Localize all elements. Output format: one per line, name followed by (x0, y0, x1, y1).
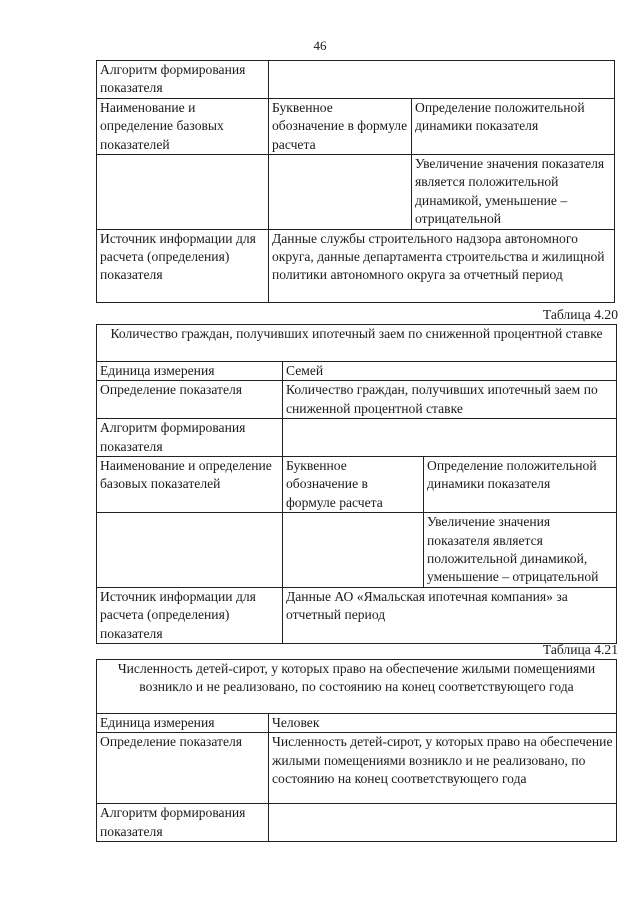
base-indicators-header: Наименование и определение базовых показателей (97, 98, 269, 154)
base-indicators-header: Наименование и определение базовых показателей (97, 457, 283, 513)
source-value: Данные службы строительного надзора автономного округа, данные департамента строительства и жилищной политики автономного округа за отчетный период (269, 229, 615, 302)
letter-designation-header: Буквенное обозначение в формуле расчета (283, 457, 424, 513)
unit-value: Человек (269, 714, 617, 733)
source-label: Источник информации для расчета (определения) показателя (97, 587, 283, 643)
algorithm-value (269, 61, 615, 99)
unit-label: Единица измерения (97, 714, 269, 733)
page-number: 46 (313, 38, 327, 53)
algorithm-label: Алгоритм формирования показателя (97, 419, 283, 457)
positive-dynamics-header: Определение положительной динамики показателя (424, 457, 617, 513)
source-label: Источник информации для расчета (определения) показателя (97, 229, 269, 302)
table-caption-4-21: Таблица 4.21 (542, 642, 618, 657)
table-caption-4-20: Таблица 4.20 (542, 307, 618, 322)
algorithm-value (269, 804, 617, 842)
positive-dynamics-value: Увеличение значения показателя является положительной динамикой, уменьшение – отрицательной (412, 155, 615, 230)
empty-cell (269, 155, 412, 230)
positive-dynamics-value: Увеличение значения показателя является положительной динамикой, уменьшение – отрицательной (424, 513, 617, 588)
source-value: Данные АО «Ямальская ипотечная компания» за отчетный период (283, 587, 617, 643)
empty-cell (97, 155, 269, 230)
table-title: Количество граждан, получивших ипотечный заем по сниженной процентной ставке (97, 325, 617, 362)
definition-label: Определение показателя (97, 381, 283, 419)
indicator-table-continued (96, 60, 615, 303)
indicator-table-4-20 (96, 324, 617, 644)
unit-value: Семей (283, 362, 617, 381)
indicator-table-4-21 (96, 659, 617, 842)
algorithm-value (283, 419, 617, 457)
positive-dynamics-header: Определение положительной динамики показателя (412, 98, 615, 154)
empty-cell (97, 513, 283, 588)
letter-designation-header: Буквенное обозначение в формуле расчета (269, 98, 412, 154)
definition-value: Количество граждан, получивших ипотечный заем по сниженной процентной ставке (283, 381, 617, 419)
definition-label: Определение показателя (97, 733, 269, 804)
algorithm-label: Алгоритм формирования показателя (97, 804, 269, 842)
unit-label: Единица измерения (97, 362, 283, 381)
algorithm-label: Алгоритм формирования показателя (97, 61, 269, 99)
empty-cell (283, 513, 424, 588)
table-title: Численность детей-сирот, у которых право на обеспечение жилыми помещениями возникло и не реализовано, по состоянию на конец соответствующего года (97, 660, 617, 714)
definition-value: Численность детей-сирот, у которых право на обеспечение жилыми помещениями возникло и не реализовано, по состоянию на конец соответствующего года (269, 733, 617, 804)
